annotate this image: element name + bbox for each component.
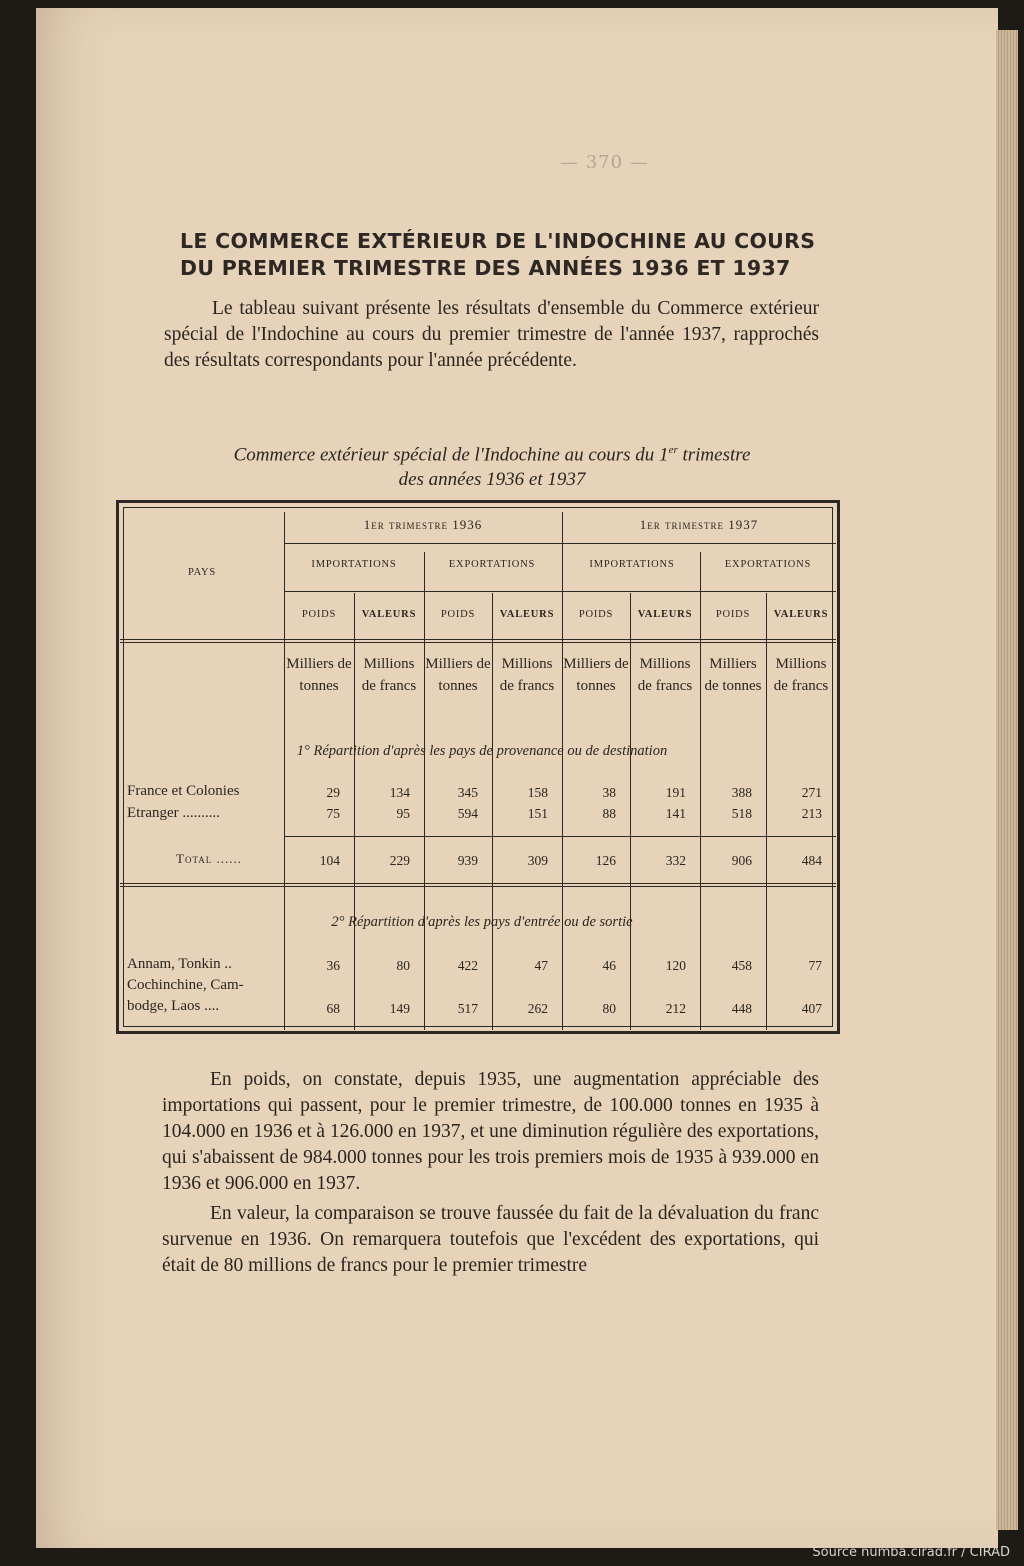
- table-cell-cochin: 262: [527, 1001, 548, 1016]
- table-cell-etranger: 594: [457, 806, 478, 821]
- table-cell-france: 388: [731, 785, 752, 800]
- table-col-divider: [284, 512, 285, 1030]
- table-cell-etranger: 213: [801, 806, 822, 821]
- row-label-annam: Annam, Tonkin ..: [127, 956, 232, 972]
- row-label-cochin-2: bodge, Laos ....: [127, 998, 220, 1014]
- table-caption: [164, 438, 820, 492]
- poids-header: POIDS: [578, 609, 614, 620]
- table-cell-annam: 422: [457, 958, 478, 973]
- pays-header: PAYS: [187, 567, 217, 578]
- table-cell-total: 906: [731, 853, 752, 868]
- table-cell-france: 271: [801, 785, 822, 800]
- body-paragraph-1: En poids, on constate, depuis 1935, une augmentation appréciable des importations qui passent, pour le premier trimestre, de 100.000 tonnes en 1935 à 104.000 en 1936 et à 126.000 en 1937, et une diminution régulière des exportations, qui s'abaissent de 984.000 tonnes pour les trois premiers mois de 1935 à 939.000 en 1936 et 906.000 en 1937.: [162, 1069, 819, 1194]
- caption-line1-end: trimestre: [677, 444, 751, 466]
- valeurs-header: VALEURS: [499, 609, 555, 620]
- unit-value: Millions de francs: [637, 656, 693, 694]
- table-cell-total: 104: [319, 853, 340, 868]
- row-label-total: Total ......: [176, 851, 242, 866]
- table-inner-border: [123, 507, 833, 1027]
- row-label-france: France et Colonies: [127, 783, 240, 799]
- table-cell-total: 229: [389, 853, 410, 868]
- table-cell-etranger: 75: [326, 806, 340, 821]
- importations-header: IMPORTATIONS: [311, 559, 397, 570]
- title-line-2: DU PREMIER TRIMESTRE DES ANNÉES 1936 ET 1937: [180, 256, 791, 280]
- section-2-title: 2° Répartition d'après les pays d'entrée ou de sortie: [331, 914, 633, 930]
- caption-line1: Commerce extérieur spécial de l'Indochine au cours du 1: [233, 444, 669, 466]
- table-cell-etranger: 151: [527, 806, 548, 821]
- period-1937: 1er trimestre 1937: [639, 517, 759, 532]
- row-label-cochin-1: Cochinchine, Cam-: [127, 977, 244, 993]
- table-cell-etranger: 88: [602, 806, 616, 821]
- rule-section-2: [120, 886, 836, 887]
- unit-value: Millions de francs: [773, 656, 829, 694]
- table-cell-total: 939: [457, 853, 478, 868]
- unit-weight: Milliers de tonnes: [563, 656, 629, 694]
- exportations-header: EXPORTATIONS: [724, 559, 812, 570]
- poids-header: POIDS: [301, 609, 337, 620]
- table-cell-france: 191: [665, 785, 686, 800]
- unit-weight: Milliers de tonnes: [704, 656, 762, 694]
- table-cell-annam: 47: [534, 958, 548, 973]
- body-paragraph-2: En valeur, la comparaison se trouve faussée du fait de la dévaluation du franc survenue en 1936. On remarquera toutefois que l'excédent des exportations, qui était de 80 millions de francs pour le premier trimestre: [162, 1203, 819, 1276]
- caption-line2: des années 1936 et 1937: [398, 469, 586, 491]
- table-cell-annam: 120: [665, 958, 686, 973]
- rule-subtotal: [284, 836, 836, 837]
- valeurs-header: VALEURS: [637, 609, 693, 620]
- table-cell-annam: 36: [326, 958, 340, 973]
- table-col-divider: [562, 512, 563, 1030]
- table-cell-etranger: 141: [665, 806, 686, 821]
- table-cell-france: 134: [389, 785, 410, 800]
- table-cell-cochin: 149: [389, 1001, 410, 1016]
- unit-value: Millions de francs: [361, 656, 417, 694]
- table-cell-cochin: 80: [602, 1001, 616, 1016]
- valeurs-header: VALEURS: [361, 609, 417, 620]
- table-cell-total: 484: [801, 853, 822, 868]
- body-text: [162, 1067, 819, 1283]
- table-cell-annam: 80: [396, 958, 410, 973]
- unit-weight: Milliers de tonnes: [286, 656, 352, 694]
- table-cell-annam: 458: [731, 958, 752, 973]
- rule-section-1: [120, 883, 836, 884]
- valeurs-header: VALEURS: [773, 609, 829, 620]
- row-label-etranger: Etranger ..........: [127, 805, 220, 821]
- table-cell-total: 126: [595, 853, 616, 868]
- table-cell-total: 309: [527, 853, 548, 868]
- table-cell-etranger: 95: [396, 806, 410, 821]
- poids-header: POIDS: [715, 609, 751, 620]
- intro-paragraph: [164, 296, 819, 374]
- table-cell-france: 345: [457, 785, 478, 800]
- source-credit: Source numba.cirad.fr / CIRAD: [812, 1545, 1010, 1560]
- unit-weight: Milliers de tonnes: [425, 656, 491, 694]
- table-cell-etranger: 518: [731, 806, 752, 821]
- table-cell-france: 38: [602, 785, 616, 800]
- page-edge: [996, 30, 1018, 1530]
- table-cell-annam: 77: [808, 958, 822, 973]
- table-cell-france: 158: [527, 785, 548, 800]
- title-line-1: LE COMMERCE EXTÉRIEUR DE L'INDOCHINE AU COURS: [180, 229, 816, 253]
- rule-header-1: [120, 639, 836, 640]
- table-cell-cochin: 68: [326, 1001, 340, 1016]
- data-table: [116, 500, 840, 1034]
- intro-text: Le tableau suivant présente les résultats d'ensemble du Commerce extérieur spécial de l'Indochine au cours du premier trimestre de l'année 1937, rapprochés des résultats correspondants pour l'année précédente.: [164, 298, 819, 371]
- table-cell-cochin: 517: [457, 1001, 478, 1016]
- rule-header-2: [120, 642, 836, 643]
- section-1-title: 1° Répartition d'après les pays de provenance ou de destination: [296, 743, 668, 759]
- page-number: — 370 —: [560, 152, 649, 173]
- table-cell-france: 29: [326, 785, 340, 800]
- table-cell-annam: 46: [602, 958, 616, 973]
- period-1936: 1er trimestre 1936: [363, 517, 483, 532]
- caption-sup: er: [668, 444, 678, 456]
- rule-flow: [284, 591, 836, 592]
- unit-value: Millions de francs: [499, 656, 555, 694]
- table-cell-total: 332: [665, 853, 686, 868]
- page-title: [180, 228, 816, 282]
- importations-header: IMPORTATIONS: [589, 559, 675, 570]
- table-cell-cochin: 212: [665, 1001, 686, 1016]
- table-cell-cochin: 407: [801, 1001, 822, 1016]
- exportations-header: EXPORTATIONS: [448, 559, 536, 570]
- table-cell-cochin: 448: [731, 1001, 752, 1016]
- poids-header: POIDS: [440, 609, 476, 620]
- rule-period: [284, 543, 836, 544]
